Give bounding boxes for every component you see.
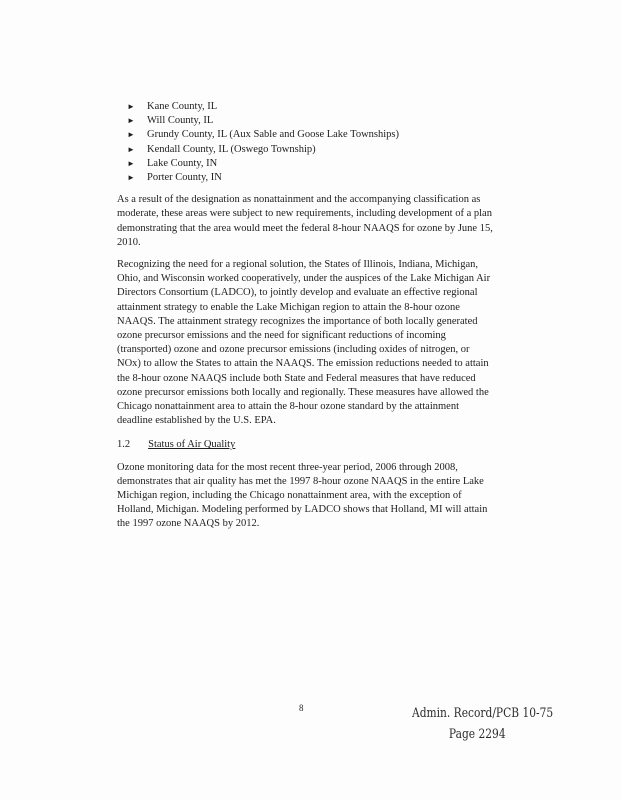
list-item: [125, 128, 495, 142]
list-item: [125, 171, 495, 185]
county-list: [125, 100, 495, 185]
county-label: Lake County, IN: [147, 157, 218, 169]
bullet-icon: ►: [127, 116, 135, 126]
page-number: 8: [299, 703, 304, 713]
designation-paragraph: As a result of the designation as nonattainment and the accompanying classification as moderate, these areas were subject to new requirements, including development of a plan demonstrating that the area would meet the federal 8-hour NAAQS for ozone by June 15, 2010.: [117, 194, 493, 248]
county-label: Porter County, IN: [147, 171, 222, 183]
record-stamp: [412, 703, 553, 745]
section-heading: [117, 438, 495, 452]
air-quality-paragraph: Ozone monitoring data for the most recent three-year period, 2006 through 2008, demonstrates that air quality has met the 1997 8-hour ozone NAAQS in the entire Lake Michigan region, including the Chicago nonattainment area, with the exception of Holland, Michigan. Modeling performed by LADCO shows that Holland, MI will attain the 1997 ozone NAAQS by 2012.: [117, 461, 488, 530]
list-item: [125, 157, 495, 171]
bullet-icon: ►: [127, 144, 135, 154]
bullet-icon: ►: [127, 172, 135, 182]
bullet-icon: ►: [127, 158, 135, 168]
county-label: Grundy County, IL (Aux Sable and Goose Lake Townships): [147, 129, 400, 141]
county-label: Kane County, IL: [147, 101, 218, 112]
regional-solution-paragraph: Recognizing the need for a regional solution, the States of Illinois, Indiana, Michigan, Ohio, and Wisconsin worked cooperatively, under the auspices of the Lake Michigan Air Directors Consortium (LADCO), to jointly develop and evaluate an effective regional attainment strategy to enable the Lake Michigan region to attain the 8-hour ozone NAAQS. The attainment strategy recognizes the importance of both locally generated ozone precursor emissions and the need for significant reductions of incoming (transported) ozone and ozone precursor emissions (including oxides of nitrogen, or NOx) to allow the States to attain the NAAQS. The emission reductions needed to attain the 8-hour ozone NAAQS include both State and Federal measures that have reduced ozone precursor emissions both locally and regionally. These measures have allowed the Chicago nonattainment area to attain the 8-hour ozone standard by the attainment deadline established by the U.S. EPA.: [117, 258, 491, 427]
county-label: Kendall County, IL (Oswego Township): [147, 143, 316, 155]
stamp-page-label: Page 2294: [448, 727, 506, 742]
bullet-icon: ►: [127, 102, 135, 111]
page-content: [117, 100, 495, 532]
stamp-record-label: Admin. Record/PCB 10-75: [412, 706, 554, 721]
bullet-icon: ►: [127, 130, 135, 140]
section-number: 1.2: [117, 439, 131, 451]
list-item: [125, 100, 495, 114]
list-item: [125, 143, 495, 157]
county-label: Will County, IL: [147, 115, 214, 127]
section-title: Status of Air Quality: [148, 439, 236, 451]
list-item: [125, 114, 495, 128]
